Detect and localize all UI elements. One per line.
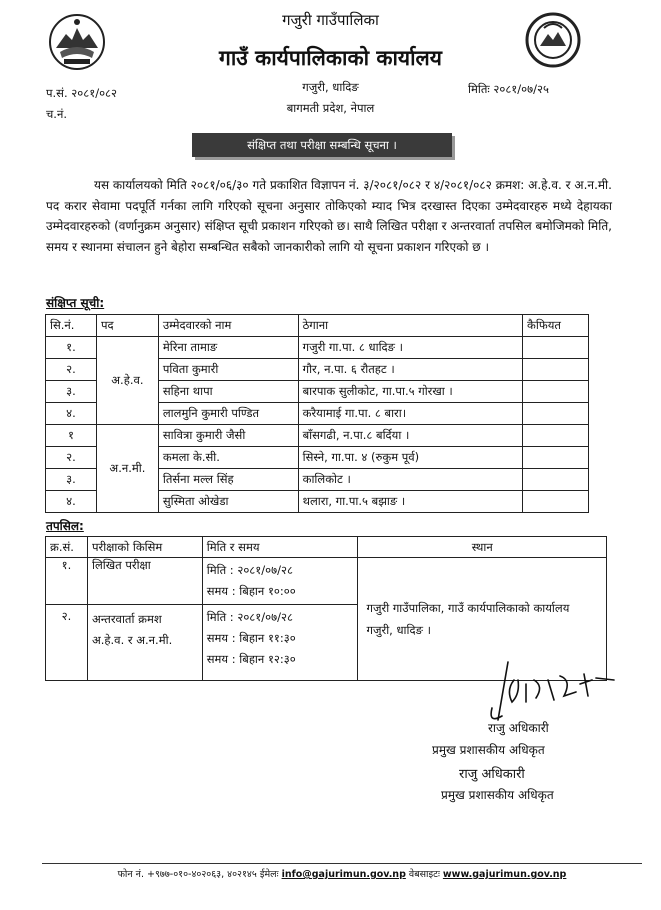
- stamp-name: राजु अधिकारी: [459, 767, 525, 782]
- address-cell: गजुरी गा.पा. ८ धादिङ ।: [298, 337, 522, 359]
- office-address-line-2: बागमती प्रदेश, नेपाल: [286, 101, 375, 115]
- exam-type-line: अन्तरवार्ता क्रमश: [91, 612, 162, 626]
- schedule-header-row: [46, 537, 607, 558]
- name-cell: सहिना थापा: [158, 381, 298, 403]
- address-cell: थलारा, गा.पा.५ बझाङ ।: [298, 491, 522, 513]
- name-cell: सुस्मिता ओखेडा: [158, 491, 298, 513]
- remarks-cell: [523, 359, 589, 381]
- footer-email-label: ईमेलः: [259, 869, 279, 880]
- address-cell: बारपाक सुलीकोट, गा.पा.५ गोरखा ।: [298, 381, 522, 403]
- name-cell: लालमुनि कुमारी पण्डित: [158, 403, 298, 425]
- notice-title: संक्षिप्त तथा परीक्षा सम्बन्धि सूचना ।: [192, 133, 452, 157]
- date-time-cell: [202, 558, 358, 605]
- serial-cell: ३.: [46, 469, 97, 491]
- serial-cell: २.: [46, 447, 97, 469]
- notice-body-paragraph: यस कार्यालयको मिति २०८१/०६/३० गते प्रकाशित विज्ञापन नं. ३/२०८१/०८२ र ४/२०८१/०८२ क्रमश: अ.हे.व. र अ.न.मी. पद करार सेवामा पदपूर्ति गर्नका लागि गरिएको सूचना अनुसार तोकिएको म्याद भित्र दरखास्त दिएका उम्मेदवारहरु मध्ये देहायका उम्मेदवारहरुको (वर्णानुक्रम अनुसार) संक्षिप्त सूची प्रकाशन गरिएको छ। साथै लिखित परीक्षा र अन्तरवार्ता तपसिल बमोजिमको मिति, समय र स्थानमा संचालन हुने बेहोरा सम्बन्धित सबैको जानकारीको लागि यो सूचना प्रकाशन गरिएको छ ।: [46, 178, 612, 254]
- footer-website-link[interactable]: www.gajurimun.gov.np: [442, 869, 567, 880]
- time-line: समय : बिहान १२:३०: [206, 652, 296, 666]
- name-cell: कमला के.सी.: [158, 447, 298, 469]
- exam-type-cell: [87, 605, 202, 681]
- shortlist-label: संक्षिप्त सूची:: [46, 296, 105, 310]
- shortlist-header-row: [46, 315, 589, 337]
- time-line: समय : बिहान ११:३०: [206, 631, 296, 645]
- serial-cell: २.: [46, 359, 97, 381]
- name-cell: तिर्सना मल्ल सिंह: [158, 469, 298, 491]
- table-row: [46, 337, 589, 359]
- date-line: मिति : २०८१/०७/२८: [206, 563, 293, 577]
- header-serial: सि.नं.: [46, 315, 97, 337]
- address-cell: कालिकोट ।: [298, 469, 522, 491]
- serial-cell: २.: [46, 605, 88, 681]
- footer-website-label: वेबसाइटः: [408, 869, 440, 880]
- remarks-cell: [523, 337, 589, 359]
- table-row: [46, 558, 607, 605]
- header-candidate-name: उम्मेदवारको नाम: [158, 315, 298, 337]
- header-serial: क्र.सं.: [46, 537, 88, 558]
- remarks-cell: [523, 469, 589, 491]
- serial-cell: ३.: [46, 381, 97, 403]
- name-cell: मेरिना तामाङ: [158, 337, 298, 359]
- municipality-name: गजुरी गाउँपालिका: [282, 11, 379, 29]
- footer-phone: फोन नं. +९७७-०१०-४०२०६३, ४०२१४५: [117, 869, 257, 880]
- footer-contact: [42, 867, 642, 880]
- serial-cell: १.: [46, 558, 88, 605]
- post-cell: अ.हे.व.: [96, 337, 158, 425]
- office-address-line-1: गजुरी, धादिङ: [302, 80, 359, 94]
- footer-divider: [42, 863, 642, 864]
- reference-number: प.सं. २०८१/०८२: [46, 86, 118, 100]
- exam-type-cell: [87, 558, 202, 605]
- remarks-cell: [523, 447, 589, 469]
- exam-type-line: अ.हे.व. र अ.न.मी.: [91, 633, 173, 647]
- header-remarks: कैफियत: [523, 315, 589, 337]
- header-venue: स्थान: [358, 537, 607, 558]
- stamp-title: प्रमुख प्रशासकीय अधिकृत: [441, 788, 554, 802]
- name-cell: सावित्रा कुमारी जैसी: [158, 425, 298, 447]
- dispatch-number: च.नं.: [46, 107, 67, 121]
- venue-cell: गजुरी गाउँपालिका, गाउँ कार्यपालिकाको कार्यालय गजुरी, धादिङ ।: [358, 558, 607, 681]
- schedule-label: तपसिल:: [46, 519, 84, 533]
- office-name: गाउँ कार्यपालिकाको कार्यालय: [219, 46, 442, 70]
- signatory-title: प्रमुख प्रशासकीय अधिकृत: [432, 743, 545, 757]
- footer-email-link[interactable]: info@gajurimun.gov.np: [281, 869, 406, 880]
- date-time-cell: [202, 605, 358, 681]
- time-line: समय : बिहान १०:००: [206, 584, 296, 598]
- address-cell: करैयामाई गा.पा. ८ बारा।: [298, 403, 522, 425]
- name-cell: पविता कुमारी: [158, 359, 298, 381]
- remarks-cell: [523, 491, 589, 513]
- header-date-time: मिति र समय: [202, 537, 358, 558]
- remarks-cell: [523, 403, 589, 425]
- post-cell: अ.न.मी.: [96, 425, 158, 513]
- header-post: पद: [96, 315, 158, 337]
- header-address: ठेगाना: [298, 315, 522, 337]
- serial-cell: १: [46, 425, 97, 447]
- header-exam-type: परीक्षाको किसिम: [87, 537, 202, 558]
- remarks-cell: [523, 425, 589, 447]
- serial-cell: ४.: [46, 403, 97, 425]
- serial-cell: १.: [46, 337, 97, 359]
- address-cell: बाँसगढी, न.पा.८ बर्दिया ।: [298, 425, 522, 447]
- signatory-name: राजु अधिकारी: [488, 721, 549, 735]
- table-row: [46, 425, 589, 447]
- document-date: मितिः २०८१/०७/२५: [468, 82, 549, 96]
- exam-type-line: लिखित परीक्षा: [91, 558, 151, 572]
- handwritten-signature: [468, 650, 618, 730]
- shortlist-table: [45, 314, 589, 513]
- date-line: मिति : २०८१/०७/२८: [206, 610, 293, 624]
- remarks-cell: [523, 381, 589, 403]
- address-cell: सिस्ने, गा.पा. ४ (रुकुम पूर्व): [298, 447, 522, 469]
- serial-cell: ४.: [46, 491, 97, 513]
- address-cell: गौर, न.पा. ६ रौतहट ।: [298, 359, 522, 381]
- notice-body: [46, 175, 612, 257]
